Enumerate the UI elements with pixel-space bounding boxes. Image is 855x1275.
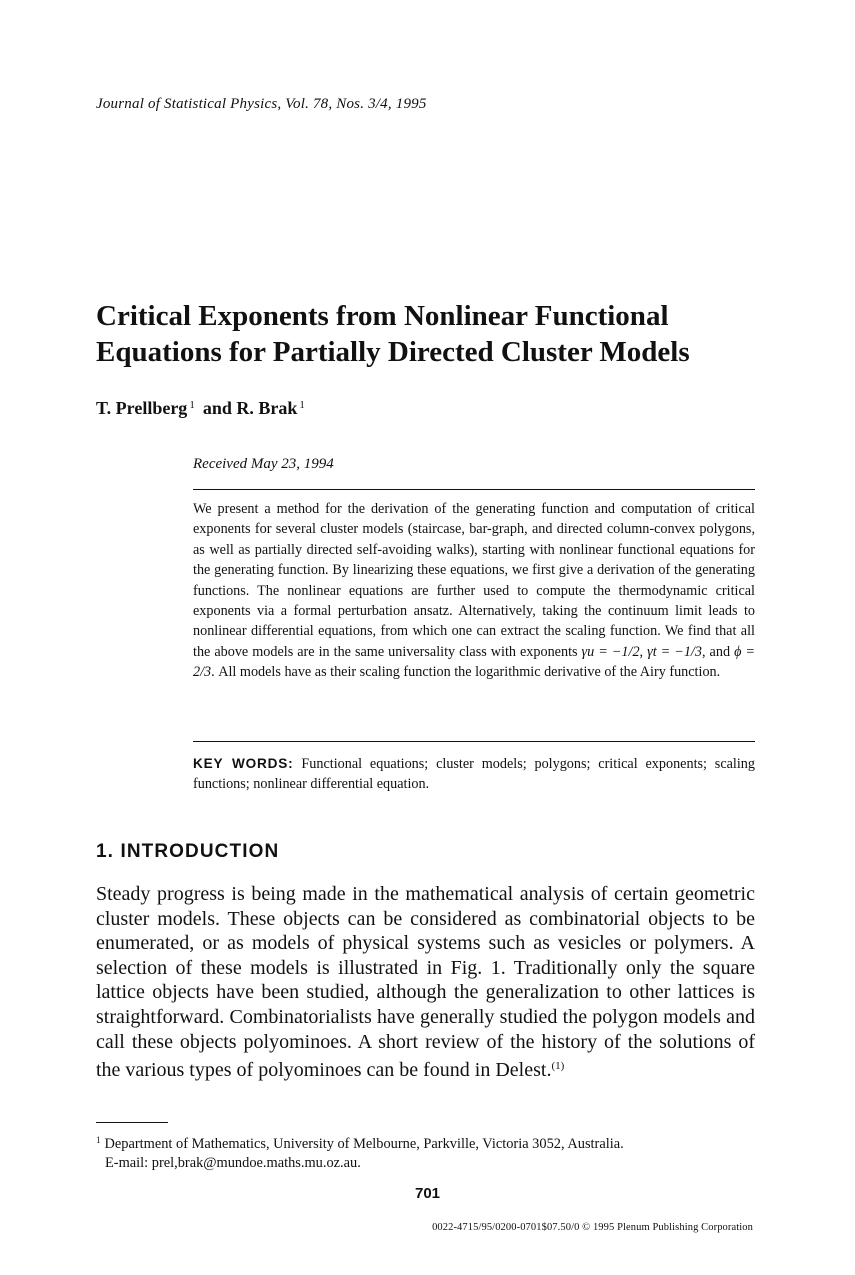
footnote-marker: 1 xyxy=(96,1135,101,1145)
section-title: INTRODUCTION xyxy=(120,841,280,862)
journal-header: Journal of Statistical Physics, Vol. 78, Nos. 3/4, 1995 xyxy=(96,96,427,112)
title-line-1: Critical Exponents from Nonlinear Functional xyxy=(96,300,669,332)
footnote xyxy=(96,1131,756,1173)
footnote-rule xyxy=(96,1122,168,1123)
exponent-gamma-u: γu = −1/2 xyxy=(581,643,640,660)
reference-citation: (1) xyxy=(551,1060,565,1073)
author-line xyxy=(96,398,313,419)
abstract-bottom-rule xyxy=(193,741,755,742)
abstract: We present a method for the derivation of the generating function and computation of critical exponents for several cluster models (staircase, bar-graph, and directed column-convex polygons, as well as partially directed self-avoiding walks), starting with nonlinear functional equations for the generating function. By linearizing these equations, we first give a derivation of the generating functions. The nonlinear equations are further used to compute the thermodynamic critical exponents via a formal perturbation ansatz. Alternatively, taking the continuum limit leads to nonlinear differential equations, from which one can extract the scaling function. We find that all the above models are in the same universality class with exponents γu = −1/2, γt = −1/3, and ϕ = 2/3. All models have as their scaling function the logarithmic derivative of the Airy function. xyxy=(193,501,755,681)
section-number: 1. xyxy=(96,841,115,862)
footnote-email: E-mail: prel,brak@mundoe.maths.mu.oz.au. xyxy=(105,1155,361,1171)
abstract-top-rule xyxy=(193,489,755,490)
keywords-text: Functional equations; cluster models; polygons; critical exponents; scaling functions; nonlinear differential equation. xyxy=(193,756,755,793)
introduction-text: Steady progress is being made in the mathematical analysis of certain geometric cluster models. These objects can be considered as combinatorial objects to be enumerated, or as models of physical systems such as vesicles or polymers. A selection of these models is illustrated in Fig. 1. Traditionally only the square lattice objects have been studied, although the generalization to other lattices is straightforward. Combinatorialists have generally studied the polygon models and call these objects polyominoes. A short review of the history of the solutions of the various types of polyominoes can be found in Delest. xyxy=(96,883,755,1082)
keywords xyxy=(193,754,755,795)
keywords-label: KEY WORDS: xyxy=(193,756,294,771)
footnote-affiliation: Department of Mathematics, University of Melbourne, Parkville, Victoria 3052, Australia. xyxy=(104,1136,624,1152)
author-connector: and xyxy=(202,398,232,418)
paper-title xyxy=(96,298,776,370)
author-1: T. Prellberg xyxy=(96,398,188,418)
received-date: Received May 23, 1994 xyxy=(193,456,334,472)
introduction-paragraph xyxy=(96,882,755,1083)
title-line-2: Equations for Partially Directed Cluster Models xyxy=(96,336,690,368)
abstract-text-part-1: We present a method for the derivation of the generating function and computation of critical exponents for several cluster models (staircase, bar-graph, and directed column-convex polygons, as well as partially directed self-avoiding walks), starting with nonlinear functional equations for the generating function. By linearizing these equations, we first give a derivation of the generating functions. The nonlinear equations are further used to compute the thermodynamic critical exponents via a formal perturbation ansatz. Alternatively, taking the continuum limit leads to nonlinear differential equations, from which one can extract the scaling function. We find that all the above models are in the same universality class with exponents xyxy=(193,501,755,660)
section-heading xyxy=(96,841,279,863)
author-2: R. Brak xyxy=(236,398,298,418)
author-1-affiliation-marker: 1 xyxy=(189,399,195,411)
author-2-affiliation-marker: 1 xyxy=(299,399,305,411)
page-number: 701 xyxy=(414,1185,441,1202)
copyright-line: 0022-4715/95/0200-0701$07.50/0 © 1995 Plenum Publishing Corporation xyxy=(432,1222,753,1233)
exponent-phi: ϕ = 2/3 xyxy=(193,643,755,681)
abstract-text-part-2: . All models have as their scaling function the logarithmic derivative of the Airy function. xyxy=(211,664,721,681)
exponent-gamma-t: γt = −1/3 xyxy=(647,643,702,660)
